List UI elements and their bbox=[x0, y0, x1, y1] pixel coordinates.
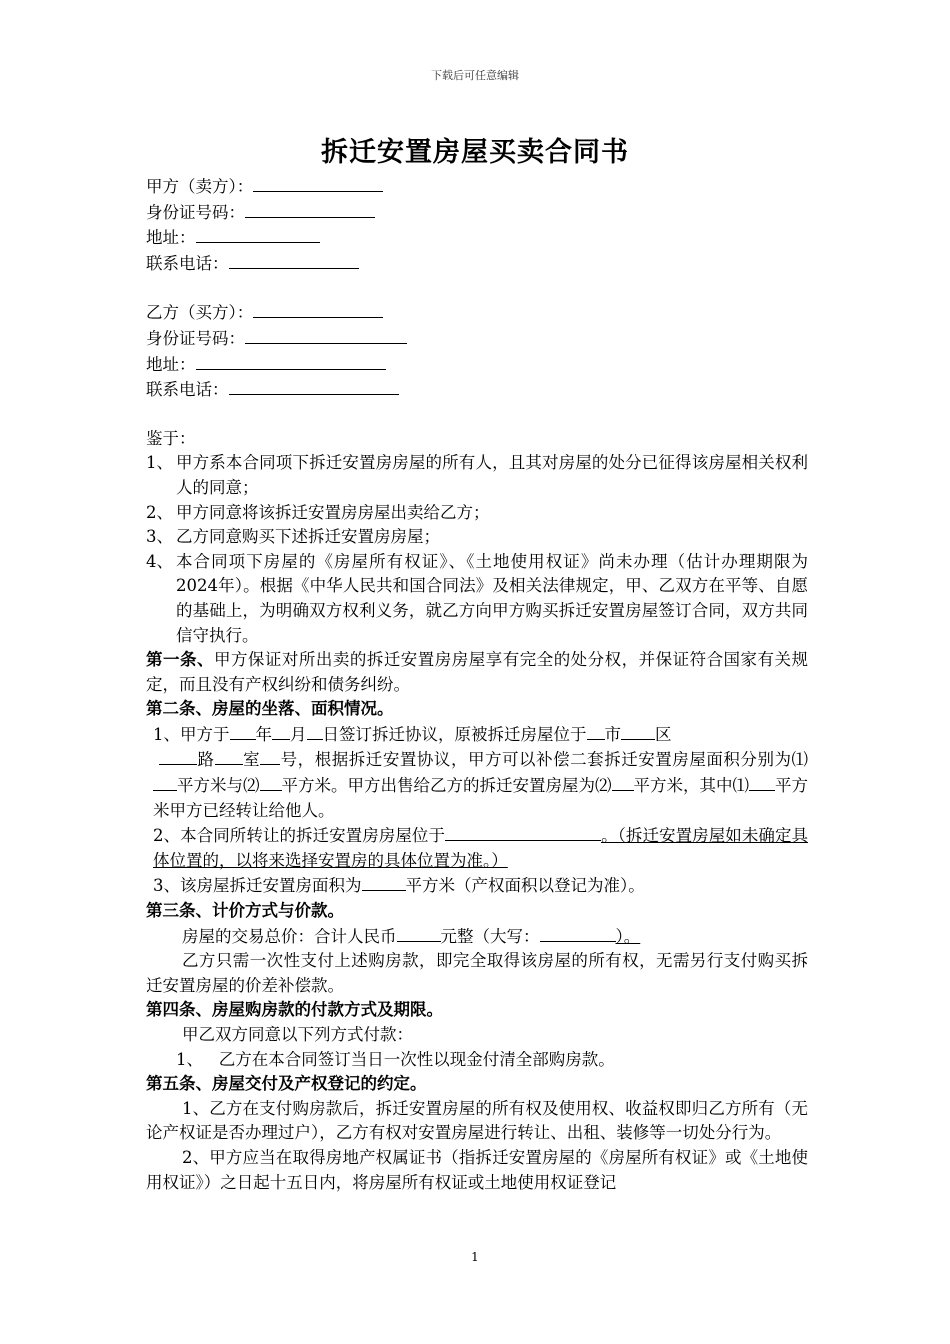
whereas-item-number: 2、 bbox=[146, 502, 173, 522]
party-b-name-label: 乙方（买方）： bbox=[146, 303, 254, 323]
day-field[interactable] bbox=[307, 722, 323, 740]
article-1-text: 甲方保证对所出卖的拆迁安置房房屋享有完全的处分权，并保证符合国家有关规定，而且没有产权纠纷和债务纠纷。 bbox=[146, 650, 809, 694]
whereas-item bbox=[146, 550, 808, 648]
party-a-name-label: 甲方（卖方）： bbox=[146, 177, 254, 196]
page-number: 1 bbox=[471, 1250, 479, 1264]
location-field[interactable] bbox=[445, 823, 601, 841]
party-a-name-field[interactable] bbox=[253, 174, 383, 192]
party-b-address-line bbox=[146, 352, 808, 378]
party-a-phone-label: 联系电话： bbox=[146, 253, 229, 273]
clause-text: 市 bbox=[604, 724, 621, 744]
house-area-field[interactable] bbox=[362, 873, 406, 891]
year-field[interactable] bbox=[230, 722, 256, 740]
city-field[interactable] bbox=[587, 722, 605, 740]
party-a-phone-line bbox=[146, 251, 808, 277]
clause-text: 平方米（产权面积以登记为准）。 bbox=[405, 876, 645, 896]
article-2-clause-1 bbox=[146, 722, 808, 823]
header-note: 下载后可任意编辑 bbox=[431, 69, 519, 82]
party-b-id-field[interactable] bbox=[245, 326, 407, 344]
clause-text: 月 bbox=[290, 724, 307, 744]
whereas-item-number: 3、 bbox=[146, 527, 173, 547]
party-a-phone-field[interactable] bbox=[229, 251, 359, 269]
party-b-id-label: 身份证号码： bbox=[146, 328, 245, 348]
article-3-heading: 第三条、计价方式与价款。 bbox=[146, 901, 344, 921]
area-2-field[interactable] bbox=[260, 773, 282, 791]
clause-text: ）。 bbox=[615, 926, 641, 946]
article-3-price bbox=[146, 924, 808, 950]
party-b-phone-label: 联系电话： bbox=[146, 380, 229, 400]
clause-note: 。（拆迁安置房屋如未确定具体位置的，以将来选择安置房的具体位置为准。） bbox=[153, 826, 808, 870]
whereas-item-number: 1、 bbox=[146, 453, 173, 473]
article-2-clause-2 bbox=[146, 823, 808, 873]
whereas-item bbox=[146, 525, 808, 550]
clause-text: 平方米。甲方出售给乙方的拆迁安置房屋为⑵ bbox=[281, 776, 612, 796]
whereas-item-text: 本合同项下房屋的《房屋所有权证》、《土地使用权证》尚未办理（估计办理期限为2024年）。根据《中华人民共和国合同法》及相关法律规定，甲、乙双方在平等、自愿的基础上，为明确双方权利义务，就乙方向甲方购买拆迁安置房屋签订合同，双方共同信守执行。 bbox=[176, 551, 808, 645]
party-a-id-field[interactable] bbox=[245, 200, 375, 218]
article-1 bbox=[146, 648, 808, 697]
clause-text: 2、本合同所转让的拆迁安置房房屋位于 bbox=[153, 826, 446, 846]
document-title: 拆迁安置房屋买卖合同书 bbox=[321, 137, 629, 168]
whereas-label: 鉴于： bbox=[146, 428, 196, 448]
party-a-address-label: 地址： bbox=[146, 228, 196, 248]
article-5-clause-1: 1、乙方在支付购房款后，拆迁安置房屋的所有权及使用权、收益权即归乙方所有（无论产权证是否办理过户），乙方有权对安置房屋进行转让、出租、装修等一切处分行为。 bbox=[146, 1098, 808, 1143]
number-field[interactable] bbox=[260, 747, 280, 765]
article-4-intro: 甲乙双方同意以下列方式付款： bbox=[182, 1025, 413, 1044]
whereas-item-text: 乙方同意购买下述拆迁安置房房屋； bbox=[176, 527, 440, 547]
item-number: 1、 bbox=[176, 1049, 203, 1069]
whereas-item-text: 甲方同意将该拆迁安置房房屋出卖给乙方； bbox=[176, 502, 490, 522]
clause-text: 元整（大写： bbox=[440, 926, 540, 946]
transferred-area-field[interactable] bbox=[749, 773, 775, 791]
room-field[interactable] bbox=[215, 747, 243, 765]
party-b-address-field[interactable] bbox=[196, 352, 386, 370]
whereas-item-text: 甲方系本合同项下拆迁安置房房屋的所有人，且其对房屋的处分已征得该房屋相关权利人的同意； bbox=[176, 453, 808, 497]
whereas-item bbox=[146, 451, 808, 500]
party-b-id-line bbox=[146, 326, 808, 352]
article-4-heading: 第四条、房屋购房款的付款方式及期限。 bbox=[146, 1000, 443, 1020]
clause-text: 平方米与⑵ bbox=[177, 776, 260, 796]
party-b-name-line bbox=[146, 300, 808, 326]
price-capital-field[interactable] bbox=[540, 924, 616, 942]
party-a-address-field[interactable] bbox=[196, 225, 320, 243]
article-4-item bbox=[146, 1048, 808, 1073]
party-a-address-line bbox=[146, 225, 808, 251]
party-b-name-field[interactable] bbox=[253, 300, 383, 318]
clause-text: 日签订拆迁协议，原被拆迁房屋位于 bbox=[322, 724, 587, 744]
clause-text: 年 bbox=[255, 724, 272, 744]
party-b-address-label: 地址： bbox=[146, 354, 196, 374]
contract-body bbox=[146, 174, 808, 1195]
clause-text: 房屋的交易总价：合计人民币 bbox=[182, 926, 397, 946]
clause-text: 室 bbox=[242, 750, 261, 770]
clause-text: 平方米，其中⑴ bbox=[633, 776, 749, 796]
party-b-phone-line bbox=[146, 377, 808, 403]
item-text: 乙方在本合同签订当日一次性以现金付清全部购房款。 bbox=[218, 1049, 615, 1069]
clause-text: 区 bbox=[655, 724, 672, 744]
price-field[interactable] bbox=[397, 924, 441, 942]
road-field[interactable] bbox=[159, 747, 197, 765]
party-a-name-line bbox=[146, 174, 808, 200]
article-1-heading: 第一条、 bbox=[146, 650, 214, 670]
whereas-item bbox=[146, 501, 808, 526]
whereas-item-number: 4、 bbox=[146, 551, 173, 571]
clause-text: 号，根据拆迁安置协议，甲方可以补偿二套拆迁安置房屋面积分别为⑴ bbox=[280, 750, 809, 770]
area-1-field[interactable] bbox=[153, 773, 177, 791]
clause-text: 1、甲方于 bbox=[153, 724, 230, 744]
party-a-id-label: 身份证号码： bbox=[146, 202, 245, 222]
clause-text: 3、该房屋拆迁安置房面积为 bbox=[153, 876, 362, 896]
month-field[interactable] bbox=[272, 722, 290, 740]
article-5-clause-2: 2、甲方应当在取得房地产权属证书（指拆迁安置房屋的《房屋所有权证》或《土地使用权证》）之日起十五日内，将房屋所有权证或土地使用权证登记 bbox=[146, 1147, 808, 1192]
party-a-id-line bbox=[146, 200, 808, 226]
article-2-heading: 第二条、房屋的坐落、面积情况。 bbox=[146, 699, 394, 719]
sold-area-field[interactable] bbox=[612, 773, 634, 791]
party-b-phone-field[interactable] bbox=[229, 377, 399, 395]
article-2-clause-3 bbox=[146, 873, 808, 899]
clause-text: 路 bbox=[197, 750, 215, 770]
article-3-payment-note: 乙方只需一次性支付上述购房款，即完全取得该房屋的所有权，无需另行支付购买拆迁安置房屋的价差补偿款。 bbox=[146, 951, 808, 995]
clause-text: 平方米甲方已经转让给他人。 bbox=[153, 776, 808, 820]
article-5-heading: 第五条、房屋交付及产权登记的约定。 bbox=[146, 1074, 427, 1094]
district-field[interactable] bbox=[621, 722, 655, 740]
